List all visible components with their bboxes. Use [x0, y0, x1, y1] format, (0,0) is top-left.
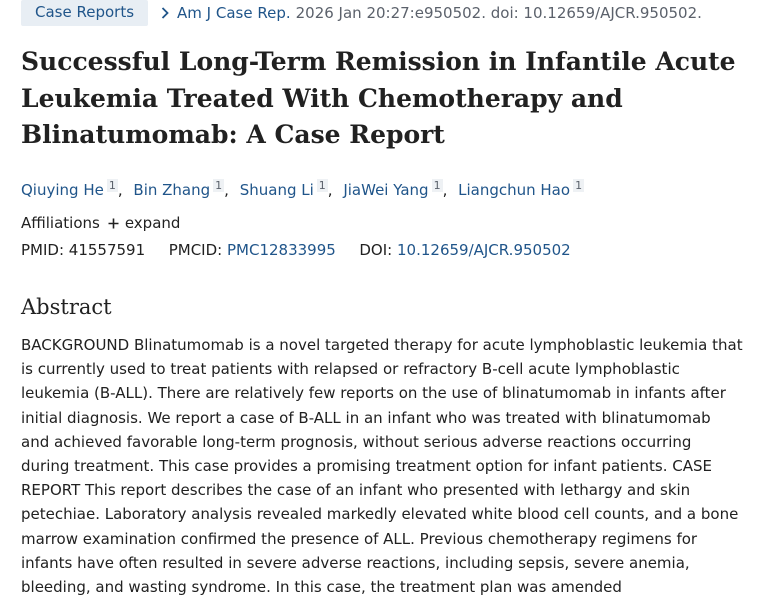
- author-link[interactable]: Liangchun Hao: [458, 181, 571, 199]
- affiliation-number[interactable]: 1: [215, 179, 223, 192]
- citation-line: [158, 4, 702, 22]
- author-item: [21, 181, 118, 199]
- author-separator: ,: [224, 181, 229, 199]
- doi-label: DOI:: [359, 241, 393, 259]
- abstract-text: BACKGROUND Blinatumomab is a novel targeted therapy for acute lymphoblastic leukemia that is currently used to treat patients with relapsed or refractory B-cell acute lymphoblastic leukemia (B-ALL). There are relatively few reports on the use of blinatumomab in infants after initial diagnosis. We report a case of B-ALL in an infant who was treated with blinatumomab and achieved favorable long-term prognosis, without serious adverse reactions occurring during treatment. This case provides a promising treatment option for infant patients. CASE REPORT This report describes the case of an infant who presented with lethargy and skin petechiae. Laboratory analysis revealed markedly elevated white blood cell counts, and a bone marrow examination confirmed the presence of ALL. Previous chemotherapy regimens for infants have often resulted in severe adverse reactions, including sepsis, severe anemia, bleeding, and wasting syndrome. In this case, the treatment plan was amended: [21, 336, 743, 597]
- author-item: [240, 181, 328, 199]
- author-separator: ,: [442, 181, 448, 199]
- plus-icon: [108, 218, 119, 229]
- affiliation-number[interactable]: 1: [108, 179, 116, 192]
- author-link[interactable]: Shuang Li: [239, 181, 314, 199]
- affiliation-number[interactable]: 1: [433, 179, 441, 192]
- affiliation-number[interactable]: 1: [575, 179, 583, 192]
- author-separator: ,: [327, 181, 333, 199]
- author-item: [133, 181, 224, 199]
- doi-link[interactable]: 10.12659/AJCR.950502: [397, 241, 571, 259]
- author-link[interactable]: Qiuying He: [21, 181, 104, 199]
- article-title: Successful Long-Term Remission in Infantile Acute Leukemia Treated With Chemotherapy and Blinatumomab: A Case Report: [21, 47, 736, 149]
- abstract-heading: Abstract: [21, 295, 112, 319]
- pmid-label: PMID:: [21, 241, 65, 259]
- expand-label: expand: [124, 214, 181, 232]
- author-link[interactable]: Bin Zhang: [133, 181, 211, 199]
- article-type-badge[interactable]: Case Reports: [21, 0, 148, 26]
- chevron-right-icon: [158, 6, 172, 20]
- author-list: [21, 175, 584, 201]
- pmid-value: 41557591: [68, 241, 146, 259]
- author-separator: ,: [117, 181, 123, 199]
- author-item: [458, 181, 584, 199]
- citation-details: 2026 Jan 20:27:e950502. doi: 10.12659/AJCR.950502.: [295, 4, 702, 22]
- affiliation-number[interactable]: 1: [318, 179, 326, 192]
- affiliations-label: Affiliations: [21, 214, 100, 232]
- identifiers-row: [21, 239, 571, 261]
- affiliations-row: [21, 212, 180, 234]
- expand-affiliations-button[interactable]: [108, 212, 181, 234]
- pmcid-link[interactable]: PMC12833995: [227, 241, 336, 259]
- journal-link[interactable]: Am J Case Rep.: [177, 4, 291, 22]
- pmcid-label: PMCID:: [168, 241, 223, 259]
- author-item: [343, 181, 442, 199]
- citation-bar: [21, 0, 702, 26]
- author-link[interactable]: JiaWei Yang: [343, 181, 429, 199]
